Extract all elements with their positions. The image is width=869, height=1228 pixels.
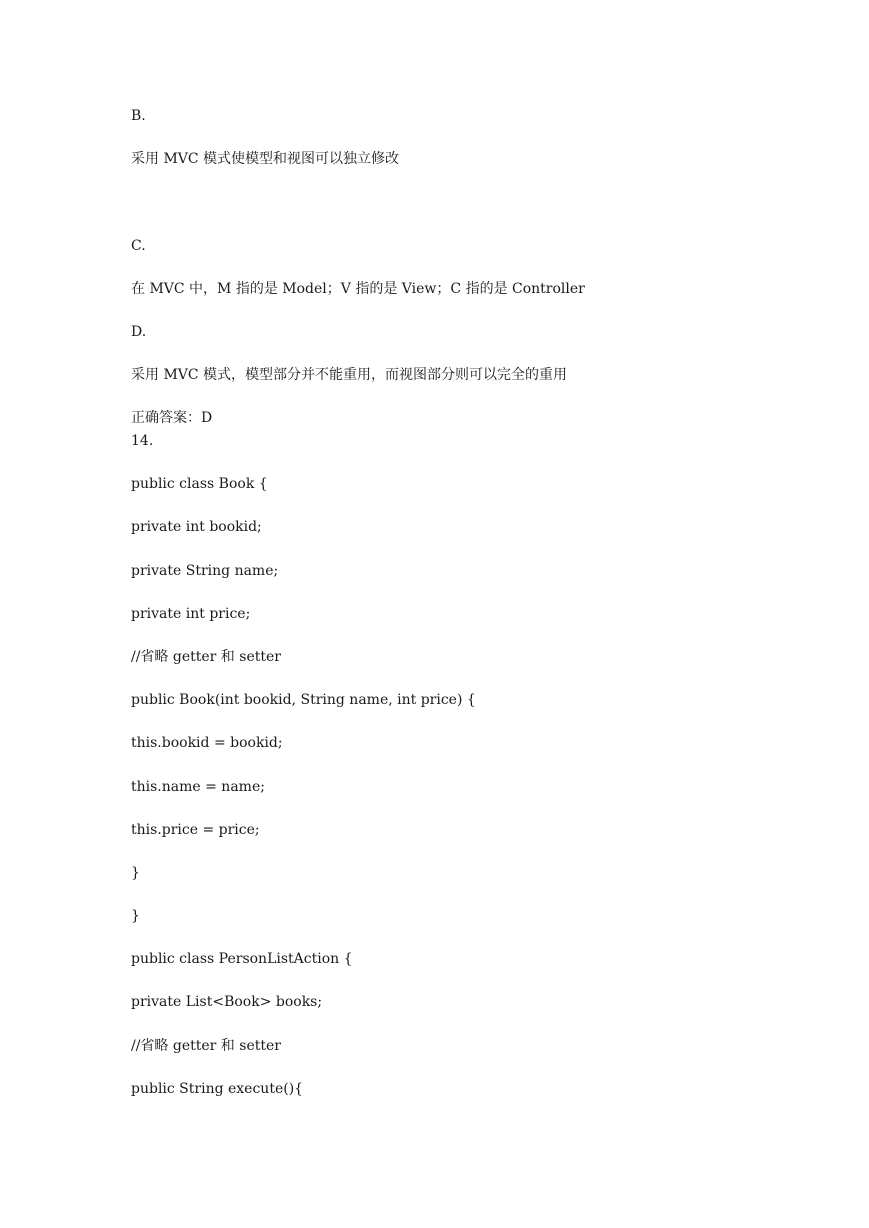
option-d-text: 采用 MVC 模式，模型部分并不能重用，而视图部分则可以完全的重用 — [131, 367, 568, 383]
code-line: private int price; — [131, 606, 251, 622]
code-line: public Book(int bookid, String name, int price) { — [131, 692, 476, 708]
option-d-label: D. — [131, 324, 147, 340]
option-c-text: 在 MVC 中，M 指的是 Model；V 指的是 View；C 指的是 Controller — [131, 281, 585, 297]
code-line: //省略 getter 和 setter — [131, 1038, 281, 1054]
code-line: this.bookid = bookid; — [131, 735, 283, 751]
code-line: } — [131, 865, 140, 881]
code-line: public class PersonListAction { — [131, 951, 353, 967]
option-b-text: 采用 MVC 模式使模型和视图可以独立修改 — [131, 151, 400, 167]
option-c-label: C. — [131, 238, 146, 254]
code-line: public String execute(){ — [131, 1081, 304, 1097]
code-line: private String name; — [131, 563, 279, 579]
code-line: this.name = name; — [131, 779, 265, 795]
code-line: public class Book { — [131, 476, 268, 492]
code-line: } — [131, 908, 140, 924]
question-number: 14. — [131, 433, 154, 449]
code-line: this.price = price; — [131, 822, 260, 838]
code-line: private List<Book> books; — [131, 994, 323, 1010]
option-b-label: B. — [131, 108, 146, 124]
code-line: //省略 getter 和 setter — [131, 649, 281, 665]
correct-answer: 正确答案：D — [131, 410, 213, 426]
code-line: private int bookid; — [131, 519, 262, 535]
